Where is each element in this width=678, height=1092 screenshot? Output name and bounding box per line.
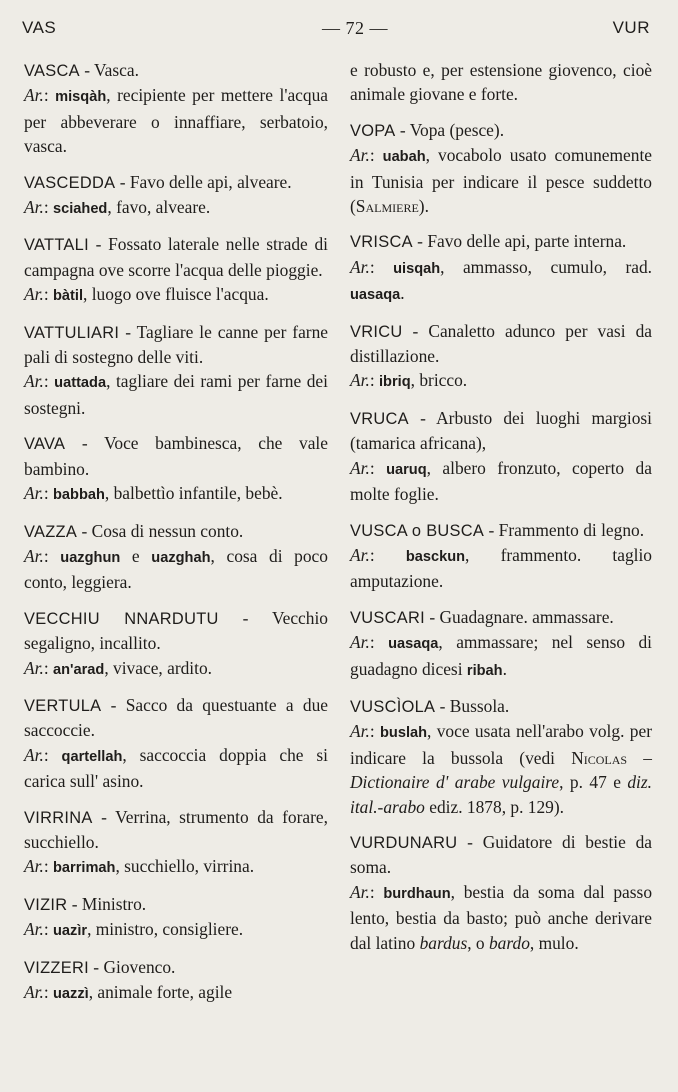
entry-vuscari: VUSCARI - Guadagnare. ammassare. Ar.: uasaqa, ammassare; nel senso di guadagno dicesi ribah. bbox=[350, 606, 652, 679]
reference-end: ). bbox=[418, 196, 429, 217]
arabic-word: uazìr bbox=[53, 923, 88, 940]
arabic-word: buslah bbox=[380, 725, 428, 742]
entry-definition: Verrina, strumento da forare, succhiello. bbox=[24, 806, 328, 852]
entry-term: VECCHIU NNARDUTU bbox=[24, 609, 219, 628]
left-column bbox=[24, 58, 328, 1017]
arabic-word: ribah bbox=[466, 662, 503, 679]
entry-definition: Guidatore di bestie da soma. bbox=[350, 831, 652, 878]
arabic-label: Ar. bbox=[24, 197, 44, 218]
entry-vusciola: VUSCÌOLA - Bussola. Ar.: buslah, voce usata nell'arabo volg. per indicare la bussola (vedi Nicolas – Dictionaire d' arabe vulgaire, p. 47 e diz. ital.-arabo ediz. 1878, p. 129). bbox=[350, 695, 653, 817]
arabic-definition: frammento. taglio amputazione. bbox=[350, 544, 652, 592]
arabic-label: Ar. bbox=[24, 284, 44, 305]
entry-term: VIZZERI bbox=[24, 958, 89, 977]
reference-title: Dictionaire d' arabe vulgaire bbox=[350, 772, 560, 793]
entry-vizir: VIZIR - Ministro. Ar.: uazìr, ministro, consigliere. bbox=[24, 893, 244, 940]
arabic-definition: succhiello, virrina. bbox=[124, 856, 255, 877]
entry-definition: Voce bambinesca, che vale bambino. bbox=[24, 433, 328, 479]
arabic-word: uaruq bbox=[386, 461, 427, 478]
entry-definition: Guadagnare. ammassare. bbox=[439, 606, 614, 627]
entry-definition: Vecchio segaligno, incallito. bbox=[24, 607, 328, 654]
arabic-label: Ar. bbox=[24, 371, 44, 392]
latin-word: bardus bbox=[419, 932, 468, 953]
entry-definition: Sacco da questuante a due saccoccie. bbox=[24, 694, 328, 741]
entry-continuation bbox=[350, 58, 652, 107]
arabic-word: barrimah bbox=[53, 860, 116, 877]
arabic-label: Ar. bbox=[350, 881, 370, 902]
arabic-definition: ministro, consigliere. bbox=[95, 919, 244, 940]
arabic-label: Ar. bbox=[24, 657, 44, 678]
entry-definition: Bussola. bbox=[449, 695, 510, 716]
entry-virrina: VIRRINA - Verrina, strumento da forare, succhiello. Ar.: barrimah, succhiello, virrina. bbox=[24, 806, 328, 877]
entry-term: VATTALI bbox=[24, 236, 89, 255]
arabic-word: burdhaun bbox=[383, 885, 451, 902]
arabic-label: Ar. bbox=[350, 457, 370, 478]
arabic-definition: bestia da soma dal passo lento, bestia da basto; può anche derivare dal latino bbox=[350, 881, 653, 953]
entry-definition: Canaletto adunco per vasi da distillazione. bbox=[350, 320, 652, 367]
entry-term: VRUCA bbox=[350, 409, 409, 428]
arabic-definition: luogo ove fluisce l'acqua. bbox=[91, 284, 269, 305]
latin-word: bardo bbox=[488, 932, 530, 953]
page-header bbox=[22, 14, 650, 42]
entry-term: VRISCA bbox=[350, 233, 413, 252]
entry-term: VIRRINA bbox=[24, 808, 93, 827]
arabic-root: uasaqa bbox=[350, 287, 401, 304]
entry-definition: Giovenco. bbox=[103, 956, 176, 977]
arabic-word: ibriq bbox=[379, 374, 411, 391]
entry-term: VUSCA o BUSCA bbox=[350, 521, 485, 540]
entry-definition: Favo delle api, parte interna. bbox=[427, 231, 627, 252]
arabic-label: Ar. bbox=[24, 919, 44, 940]
entry-vricu: VRICU - Canaletto adunco per vasi da distillazione. Ar.: ibriq, bricco. bbox=[350, 320, 652, 391]
arabic-definition: ammasso, cumulo, rad. bbox=[462, 256, 652, 277]
entry-definition: Ministro. bbox=[81, 893, 147, 914]
entry-vopa: VOPA - Vopa (pesce). Ar.: uabah, vocabolo usato comunemente in Tunisia per indicare il pesce suddetto (Salmiere). bbox=[350, 119, 652, 217]
entry-term: VATTULIARI bbox=[24, 323, 120, 342]
arabic-definition: cosa di poco conto, leggiera. bbox=[24, 545, 328, 593]
entry-definition: Vopa (pesce). bbox=[409, 119, 505, 140]
arabic-word: uasaqa bbox=[388, 636, 439, 653]
arabic-label: Ar. bbox=[350, 721, 370, 742]
entry-vecchiu-nnardutu: VECCHIU NNARDUTU - Vecchio segaligno, incallito. Ar.: an'arad, vivace, ardito. bbox=[24, 607, 328, 678]
header-right-guide: VUR bbox=[612, 18, 650, 37]
arabic-label: Ar. bbox=[350, 145, 370, 166]
entry-term: VRICU bbox=[350, 322, 403, 341]
entry-term: VASCA bbox=[24, 62, 80, 80]
arabic-definition: ammassare; nel senso di guadagno dicesi bbox=[350, 632, 652, 679]
entry-vruca: VRUCA - Arbusto dei luoghi margiosi (tamarica africana), Ar.: uaruq, albero fronzuto, coperto da molte foglie. bbox=[350, 407, 652, 505]
entry-vrisca: VRISCA - Favo delle api, parte interna. Ar.: uisqah, ammasso, cumulo, rad. uasaqa. bbox=[350, 231, 652, 304]
entry-definition: Vasca. bbox=[94, 60, 139, 80]
arabic-definition: balbettìo infantile, bebè. bbox=[113, 483, 283, 504]
arabic-word: uazzì bbox=[53, 986, 89, 1002]
arabic-definition: vivace, ardito. bbox=[113, 657, 213, 678]
entry-term: VUSCARI bbox=[350, 608, 425, 627]
arabic-word: sciahed bbox=[53, 201, 108, 218]
entry-vascedda: VASCEDDA - Favo delle api, alveare. Ar.: sciahed, favo, alveare. bbox=[24, 171, 292, 218]
entry-end: . bbox=[400, 283, 405, 304]
entry-vusca: VUSCA o BUSCA - Frammento di legno. Ar.: basckun, frammento. taglio amputazione. bbox=[350, 519, 652, 592]
arabic-label: Ar. bbox=[24, 545, 44, 566]
arabic-label: Ar. bbox=[24, 856, 44, 877]
entry-term: VERTULA bbox=[24, 696, 102, 715]
arabic-label: Ar. bbox=[350, 544, 370, 565]
reference-detail: ediz. 1878, p. 129). bbox=[429, 796, 565, 817]
entry-vava: VAVA - Voce bambinesca, che vale bambino. Ar.: babbah, balbettìo infantile, bebè. bbox=[24, 433, 328, 504]
right-column bbox=[350, 58, 652, 966]
reference-title: diz. ital.-arabo bbox=[350, 772, 653, 817]
arabic-word: bàtil bbox=[53, 288, 83, 305]
entry-term: VAZZA bbox=[24, 522, 78, 541]
arabic-word: uattada bbox=[54, 375, 107, 392]
arabic-label: Ar. bbox=[24, 85, 44, 106]
arabic-word: an'arad bbox=[53, 661, 105, 678]
arabic-definition: recipiente per mettere l'acqua per abbeverare o innaffiare, serbatoio, vasca. bbox=[24, 85, 329, 157]
arabic-word: basckun bbox=[405, 548, 466, 565]
arabic-definition: albero fronzuto, coperto da molte foglie. bbox=[350, 457, 652, 505]
entry-term: VAVA bbox=[24, 435, 66, 454]
entry-end: , mulo. bbox=[529, 932, 579, 953]
entry-term: VASCEDDA bbox=[24, 173, 116, 192]
conjunction: e bbox=[131, 545, 140, 566]
arabic-label: Ar. bbox=[350, 632, 370, 653]
arabic-definition: saccoccia doppia che si carica sull' asino. bbox=[24, 744, 328, 792]
entry-vertula: VERTULA - Sacco da questuante a due saccoccie. Ar.: qartellah, saccoccia doppia che si carica sull' asino. bbox=[24, 694, 328, 792]
entry-term: VURDUNARU bbox=[350, 833, 458, 852]
entry-vattuliari: VATTULIARI - Tagliare le canne per farne pali di sostegno delle viti. Ar.: uattada, tagliare dei rami per farne dei sostegni. bbox=[24, 321, 328, 418]
entry-definition: Favo delle api, alveare. bbox=[129, 171, 292, 192]
arabic-definition: favo, alveare. bbox=[116, 197, 211, 218]
continued-text: e robusto e, per estensione giovenco, cioè animale giovane e forte. bbox=[350, 60, 652, 105]
reference-author: Nicolas bbox=[571, 747, 628, 768]
arabic-definition: tagliare dei rami per farne dei sostegni. bbox=[24, 371, 328, 418]
arabic-label: Ar. bbox=[350, 256, 370, 277]
arabic-label: Ar. bbox=[24, 744, 44, 765]
arabic-definition: vocabolo usato comunemente in Tunisia per indicare il pesce suddetto bbox=[350, 145, 652, 192]
reference-detail: , p. 47 e bbox=[559, 772, 621, 793]
entry-definition: Tagliare le canne per farne pali di sostegno delle viti. bbox=[24, 321, 328, 368]
entry-term: VUSCÌOLA bbox=[350, 697, 436, 716]
entry-vizzeri: VIZZERI - Giovenco. Ar.: uazzì, animale forte, agile bbox=[24, 956, 233, 1002]
arabic-definition: voce usata nell'arabo volg. per indicare la bussola (vedi bbox=[350, 721, 652, 768]
arabic-definition: animale forte, agile bbox=[97, 982, 233, 1002]
arabic-definition: bricco. bbox=[419, 370, 468, 391]
arabic-word: misqàh bbox=[55, 89, 107, 106]
entry-term: VOPA bbox=[350, 121, 396, 140]
arabic-word: qartellah bbox=[61, 748, 123, 765]
entry-definition: Frammento di legno. bbox=[498, 519, 645, 540]
arabic-label: Ar. bbox=[350, 370, 370, 391]
entry-term: VIZIR bbox=[24, 895, 68, 914]
entry-definition: Arbusto dei luoghi margiosi (tamarica africana), bbox=[350, 407, 652, 454]
arabic-word: uisqah bbox=[393, 260, 441, 277]
arabic-word: uazghah bbox=[151, 549, 211, 566]
entry-end: . bbox=[502, 658, 507, 679]
reference-author: Salmiere bbox=[355, 196, 419, 217]
entry-vasca: VASCA - Vasca. Ar.: misqàh, recipiente per mettere l'acqua per abbeverare o innaffiare, serbatoio, vasca. bbox=[24, 60, 329, 157]
arabic-label: Ar. bbox=[24, 982, 44, 1002]
arabic-word: babbah bbox=[53, 487, 105, 504]
conjunction: , o bbox=[467, 932, 485, 953]
entry-definition: Fossato laterale nelle strade di campagna ove scorre l'acqua delle pioggie. bbox=[24, 234, 328, 280]
entry-vurdunaru: VURDUNARU - Guidatore di bestie da soma. Ar.: burdhaun, bestia da soma dal passo lento, bestia da basto; può anche derivare dal latino bardus, o bardo, mulo. bbox=[350, 831, 653, 953]
arabic-label: Ar. bbox=[24, 483, 44, 504]
entry-definition: Cosa di nessun conto. bbox=[91, 520, 244, 541]
arabic-word: uabah bbox=[382, 149, 426, 166]
page-number: — 72 — bbox=[322, 18, 388, 38]
header-left-guide: VAS bbox=[22, 18, 57, 37]
entry-vazza: VAZZA - Cosa di nessun conto. Ar.: uazghun e uazghah, cosa di poco conto, leggiera. bbox=[24, 520, 328, 593]
entry-vattali: VATTALI - Fossato laterale nelle strade di campagna ove scorre l'acqua delle pioggie. Ar.: bàtil, luogo ove fluisce l'acqua. bbox=[24, 234, 328, 305]
arabic-word: uazghun bbox=[60, 549, 121, 566]
